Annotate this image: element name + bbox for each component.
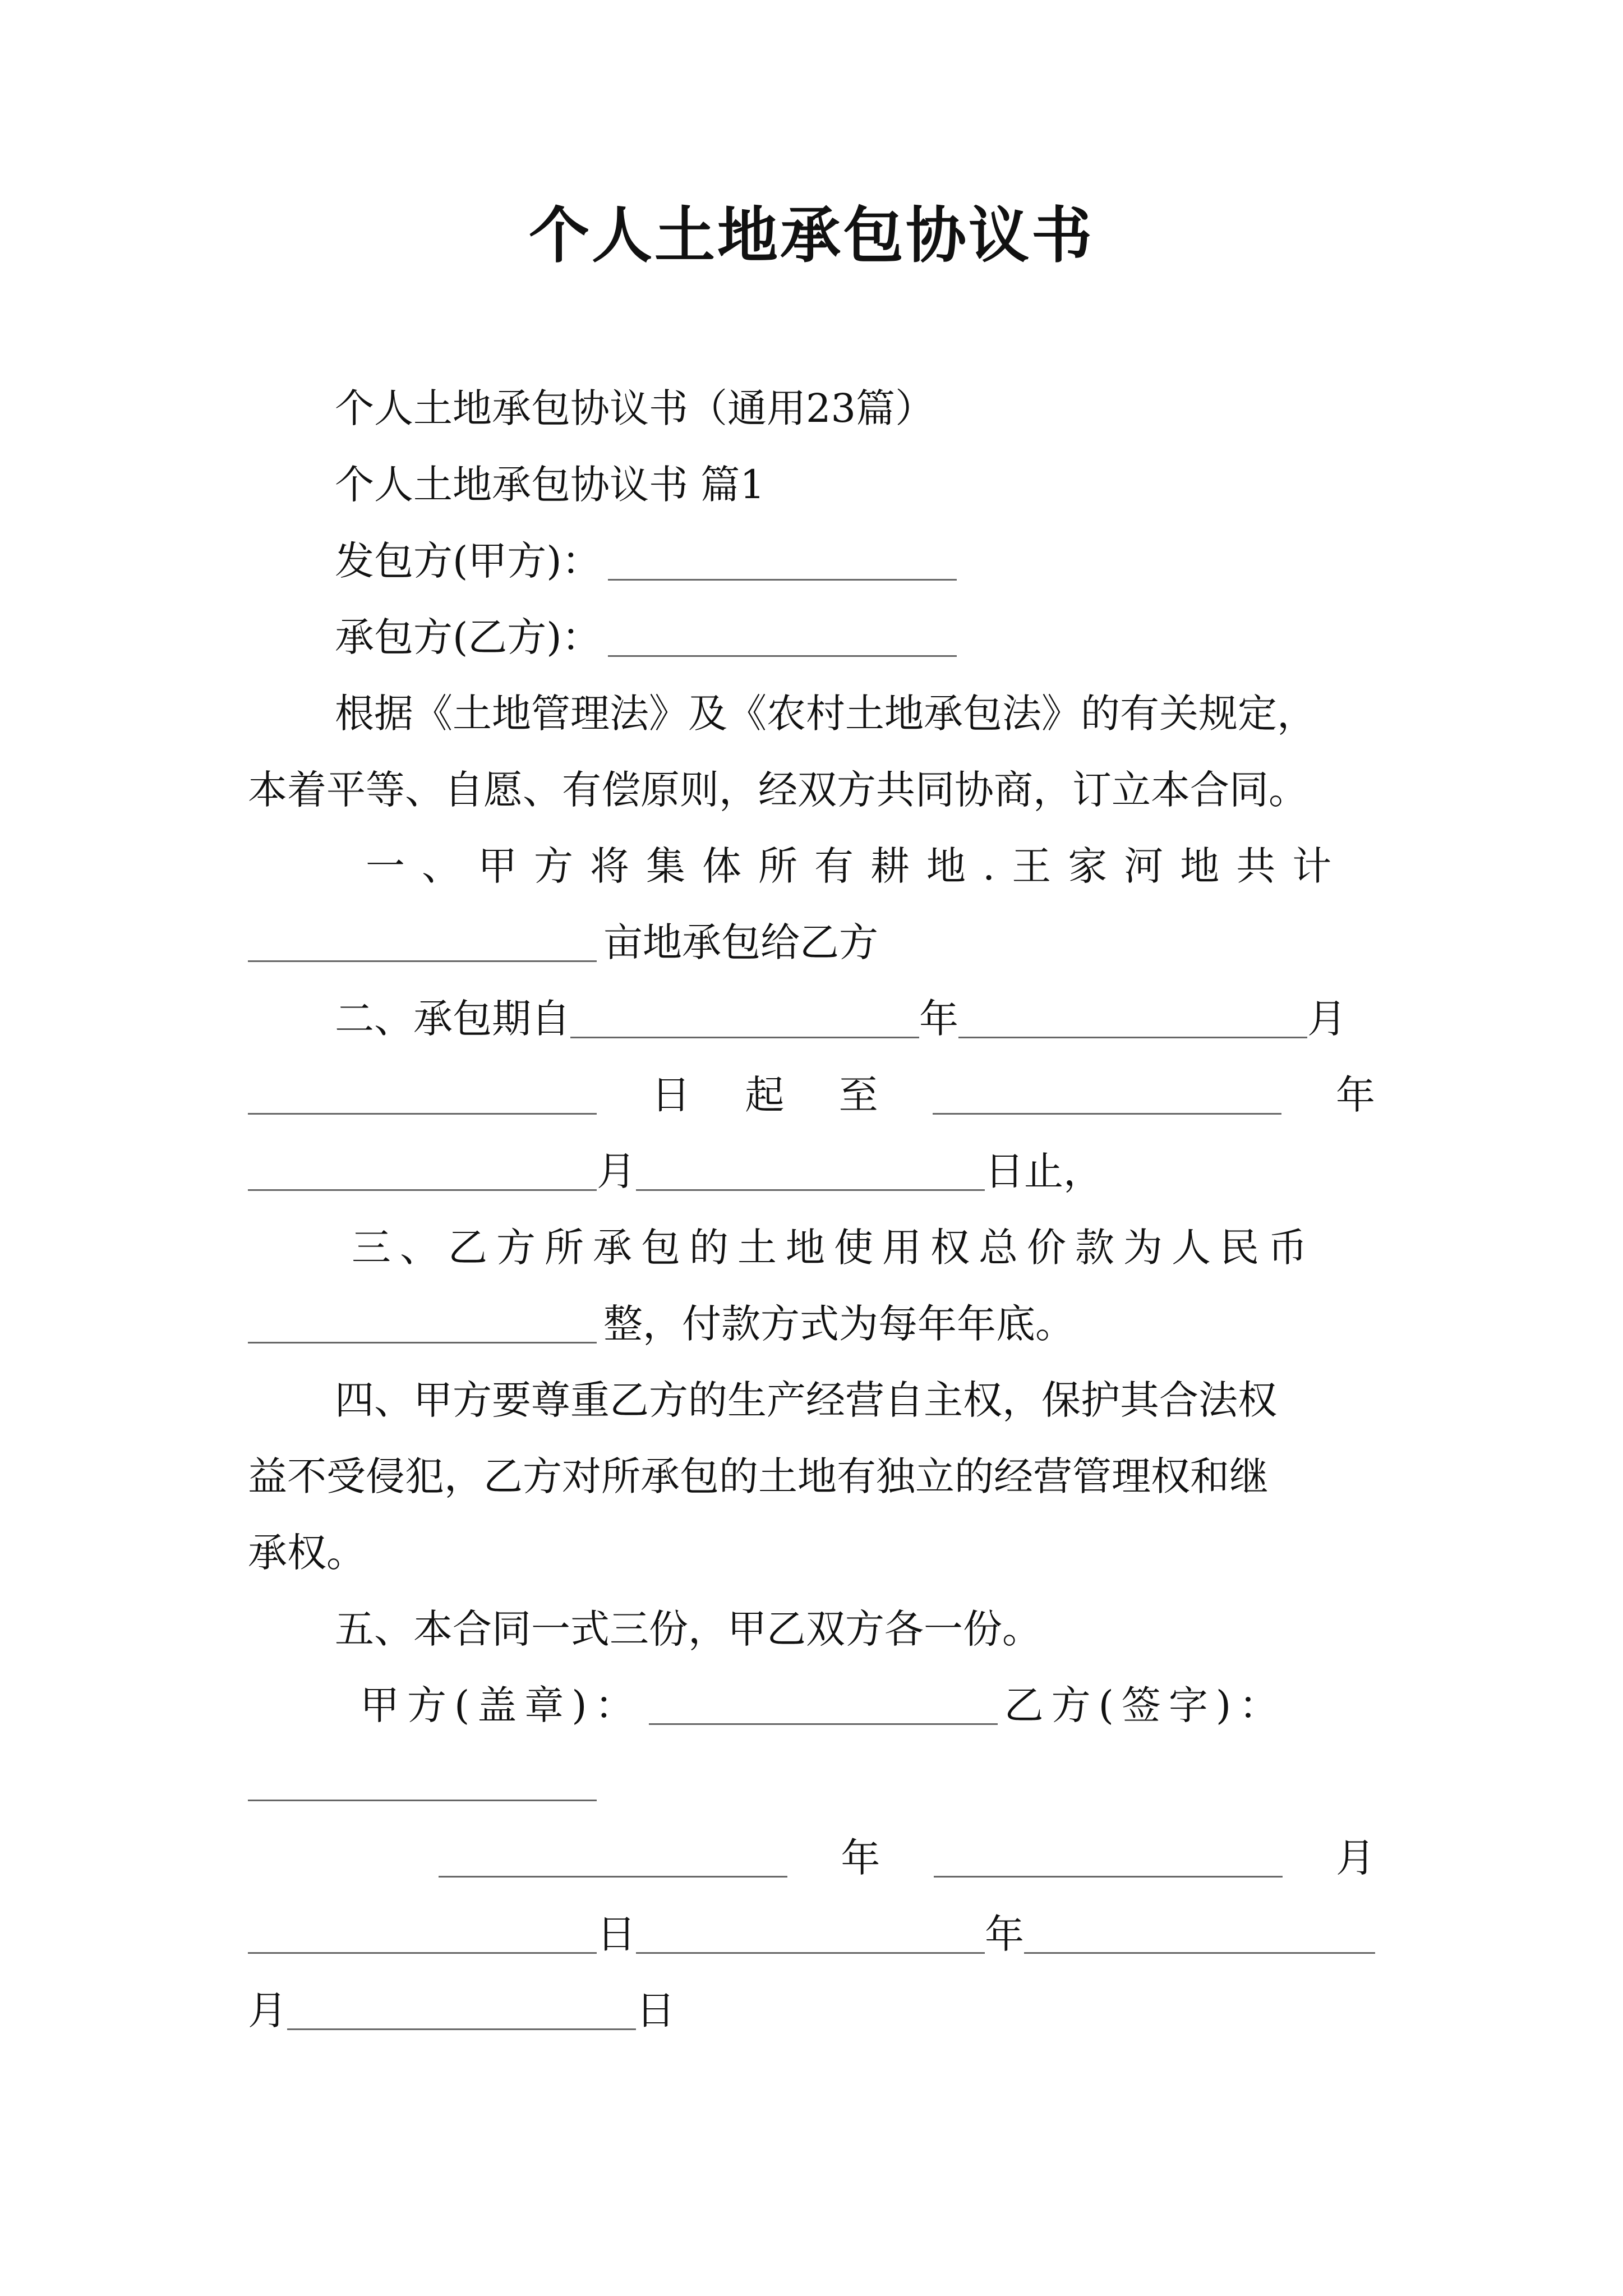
date-b-day-label: 日 <box>636 1987 675 2033</box>
start-month-blank[interactable] <box>958 999 1307 1038</box>
clause-2-line <box>248 981 1375 1057</box>
clause-3-line-2 <box>248 1286 1375 1362</box>
start-year-blank[interactable] <box>570 999 919 1038</box>
clause-4-line-3 <box>248 1515 1375 1591</box>
date-a-day-label: 日 <box>597 1911 636 1957</box>
clause-1-text-2: 亩地承包给乙方 <box>603 919 878 965</box>
document-body <box>248 370 1375 2049</box>
date-b-month-blank[interactable] <box>1024 1915 1375 1954</box>
date-b-year-blank[interactable] <box>636 1915 985 1954</box>
signature-line-2 <box>248 1743 1375 1820</box>
clause-4-text-3: 承权。 <box>248 1530 366 1576</box>
year-label-1: 年 <box>919 996 958 1042</box>
party-b-sign-label: 乙方(签字)： <box>1004 1682 1287 1728</box>
party-a-line <box>248 523 1375 599</box>
clause-2-line-3 <box>248 1133 1375 1209</box>
signature-line <box>248 1667 1375 1743</box>
clause-3-text: 三、乙方所承包的土地使用权总价款为人民币 <box>352 1225 1316 1271</box>
date-a-month-blank[interactable] <box>934 1838 1283 1878</box>
clause-5-text: 五、本合同一式三份，甲乙双方各一份。 <box>335 1606 1041 1652</box>
subtitle-text: 个人土地承包协议书（通用23篇） <box>335 385 935 431</box>
clause-3-text-2: 整，付款方式为每年年底。 <box>603 1301 1075 1347</box>
party-a-label: 发包方(甲方)： <box>335 538 601 584</box>
party-b-sign-blank[interactable] <box>248 1762 597 1801</box>
from-label: 起 <box>745 1072 785 1118</box>
clause-4-text: 四、甲方要尊重乙方的生产经营自主权，保护其合法权 <box>335 1377 1277 1423</box>
day-label-2: 日止， <box>985 1148 1103 1194</box>
party-a-seal-label: 甲方(盖章)： <box>360 1682 642 1728</box>
party-a-blank[interactable] <box>608 541 957 581</box>
section-heading-line <box>248 447 1375 523</box>
date-a-year-blank[interactable] <box>439 1838 787 1878</box>
basis-line <box>248 675 1375 752</box>
day-label-1: 日 <box>651 1072 691 1118</box>
date-line-3 <box>248 1972 1375 2049</box>
month-label-2: 月 <box>597 1148 636 1194</box>
to-label: 至 <box>838 1072 878 1118</box>
date-b-day-blank[interactable] <box>287 1991 636 2030</box>
basis-text-2: 本着平等、自愿、有偿原则，经双方共同协商，订立本合同。 <box>248 767 1308 813</box>
date-a-year-label: 年 <box>841 1835 880 1881</box>
basis-text-1: 根据《土地管理法》及《农村土地承包法》的有关规定， <box>335 691 1316 737</box>
month-label-1: 月 <box>1307 996 1347 1042</box>
clause-3-line <box>248 1209 1375 1286</box>
document-title: 个人土地承包协议书 <box>528 200 1094 271</box>
subtitle-line <box>248 370 1375 447</box>
start-day-blank[interactable] <box>248 1075 597 1115</box>
party-a-seal-blank[interactable] <box>649 1686 998 1725</box>
clause-2-text: 二、承包期自 <box>335 996 570 1042</box>
clause-4-text-2: 益不受侵犯，乙方对所承包的土地有独立的经营管理权和继 <box>248 1453 1269 1499</box>
section-heading-text: 个人土地承包协议书 篇1 <box>335 462 765 508</box>
clause-1-text: 一、甲方将集体所有耕地.王家河地共计 <box>366 843 1349 889</box>
clause-1-line <box>248 828 1375 904</box>
acreage-blank[interactable] <box>248 923 597 962</box>
party-b-blank[interactable] <box>608 618 957 657</box>
year-label-2: 年 <box>1335 1072 1375 1118</box>
date-a-day-blank[interactable] <box>248 1915 597 1954</box>
date-line-2 <box>248 1896 1375 1972</box>
end-year-blank[interactable] <box>933 1075 1281 1115</box>
end-month-blank[interactable] <box>248 1152 597 1191</box>
party-b-line <box>248 599 1375 675</box>
clause-4-line-2 <box>248 1438 1375 1515</box>
clause-1-line-2 <box>248 904 1375 981</box>
clause-4-line <box>248 1362 1375 1438</box>
clause-2-line-2 <box>248 1057 1375 1133</box>
date-b-month-label: 月 <box>248 1987 287 2033</box>
clause-5-line <box>248 1591 1375 1667</box>
basis-line-2 <box>248 752 1375 828</box>
end-day-blank[interactable] <box>636 1152 985 1191</box>
date-a-month-label: 月 <box>1335 1835 1375 1881</box>
party-b-label: 承包方(乙方)： <box>335 614 601 660</box>
date-b-year-label: 年 <box>985 1911 1024 1957</box>
date-line-1 <box>248 1820 1375 1896</box>
price-blank[interactable] <box>248 1304 597 1343</box>
